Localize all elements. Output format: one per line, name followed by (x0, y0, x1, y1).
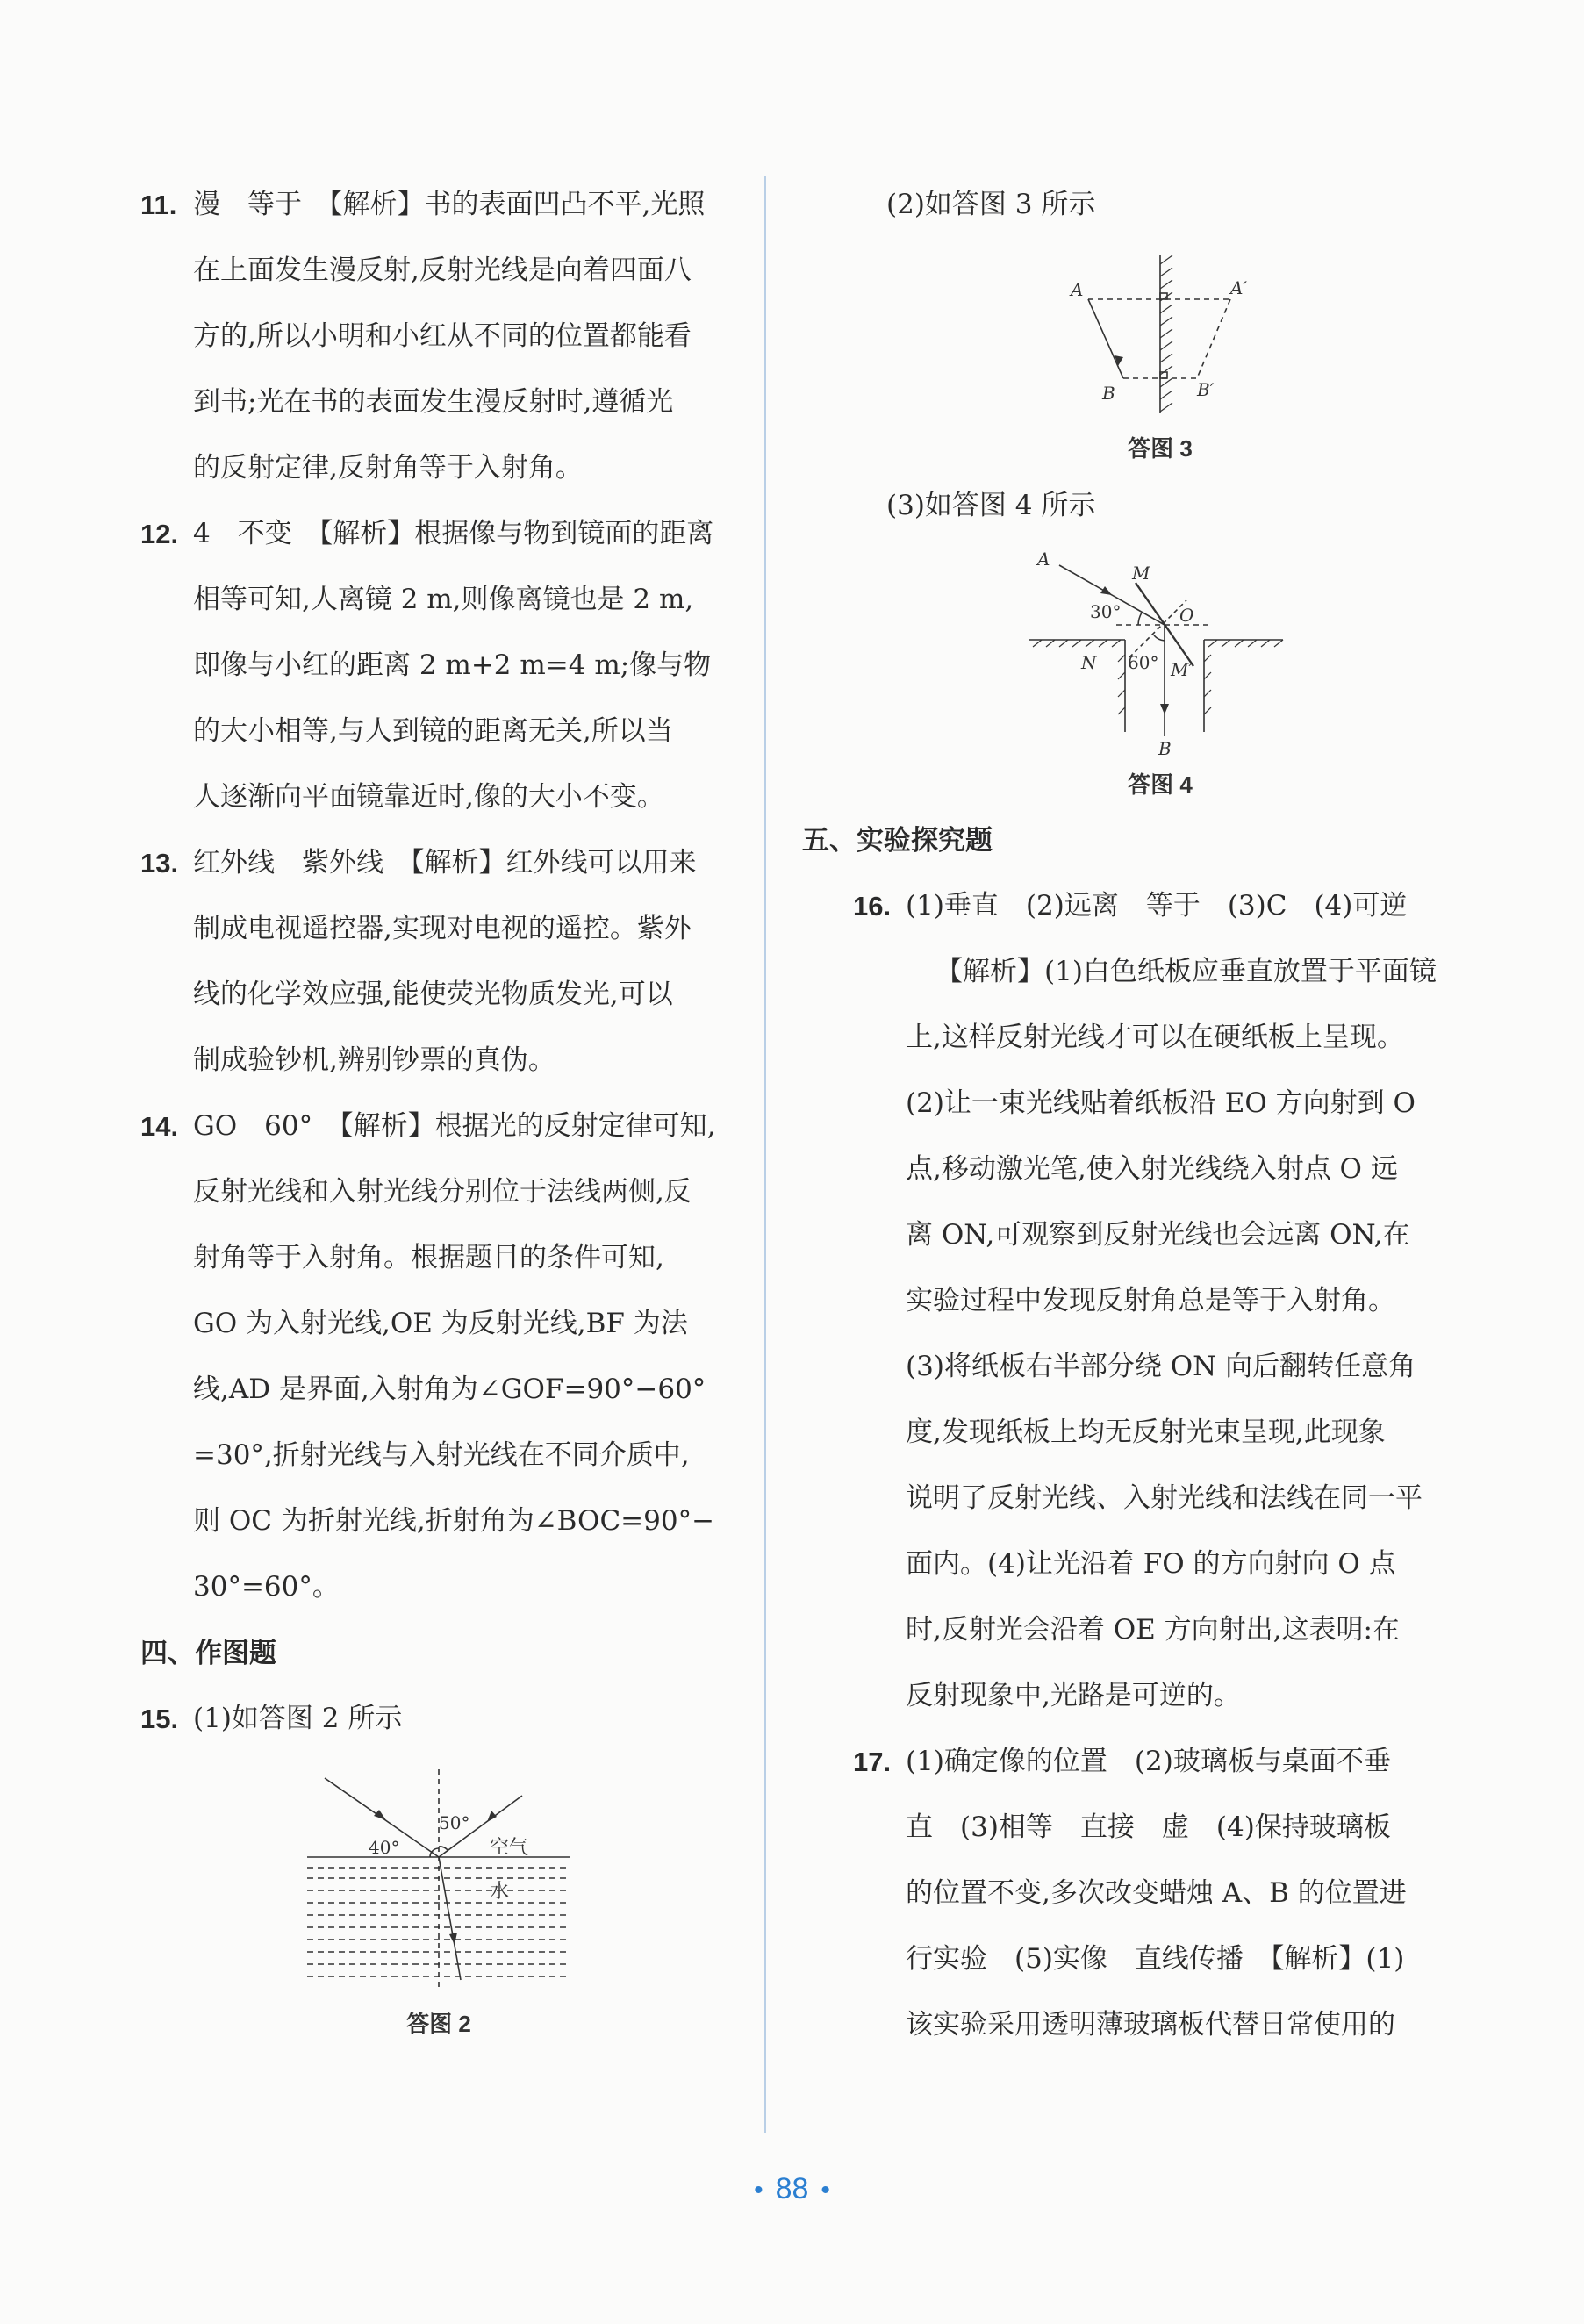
answer-12 (140, 501, 737, 830)
answer-line: 30°=60°。 (193, 1571, 340, 1603)
point-label: O (1179, 605, 1194, 626)
answer-line: 人逐渐向平面镜靠近时,像的大小不变。 (193, 781, 664, 813)
answer-14 (140, 1094, 737, 1620)
answer-line: 则 OC 为折射光线,折射角为∠BOC=90°− (193, 1505, 715, 1537)
answer-13 (140, 830, 737, 1094)
answer-line: 时,反射光会沿着 OE 方向射出,这表明:在 (906, 1614, 1400, 1646)
answer-line: 直 (3)相等 直接 虚 (4)保持玻璃板 (906, 1811, 1391, 1843)
figure-caption: 答图 3 (1128, 435, 1193, 462)
point-label: B′ (1197, 379, 1215, 400)
answer-number: 12. (140, 519, 179, 549)
bullet-icon: • (821, 2176, 830, 2205)
medium-label: 空气 (490, 1837, 529, 1859)
point-label: A (1071, 279, 1084, 300)
medium-label: 水 (490, 1881, 510, 1903)
answer-line: 反射现象中,光路是可逆的。 (906, 1680, 1241, 1711)
section-heading-5: 五、实验探究题 (802, 825, 993, 856)
point-label: N (1081, 652, 1097, 673)
answer-16 (853, 873, 1441, 1729)
answer-number: 11. (140, 190, 177, 220)
answer-line: 4 不变 【解析】根据像与物到镜面的距离 (193, 518, 714, 549)
answer-15-part3: (3)如答图 4 所示 (886, 490, 1096, 521)
answer-line: 到书;光在书的表面发生漫反射时,遵循光 (193, 386, 674, 418)
answer-line: 的反射定律,反射角等于入射角。 (193, 452, 583, 484)
answer-15 (140, 1686, 737, 1752)
point-label: A′ (1230, 277, 1247, 298)
figure-caption: 答图 2 (406, 2011, 471, 2037)
bullet-icon: • (754, 2176, 763, 2205)
answer-line: 射角等于入射角。根据题目的条件可知, (193, 1242, 664, 1273)
answer-line: 在上面发生漫反射,反射光线是向着四面八 (193, 255, 692, 286)
answer-line: 相等可知,人离镜 2 m,则像离镜也是 2 m, (193, 584, 694, 615)
answer-line: 制成电视遥控器,实现对电视的遥控。紫外 (193, 913, 692, 944)
answer-line: 面内。(4)让光沿着 FO 的方向射向 O 点 (906, 1548, 1396, 1580)
answer-line: 的大小相等,与人到镜的距离无关,所以当 (193, 715, 673, 747)
mirror-image-diagram (1064, 255, 1257, 422)
answer-line: =30°,折射光线与入射光线在不同介质中, (193, 1439, 690, 1471)
angle-label: 40° (369, 1837, 400, 1858)
point-label: A (1037, 549, 1050, 570)
answer-line: 线的化学效应强,能使荧光物质发光,可以 (193, 979, 673, 1010)
page-number-value: 88 (775, 2172, 809, 2206)
answer-line: 的位置不变,多次改变蜡烛 A、B 的位置进 (906, 1877, 1407, 1909)
answer-line: GO 为入射光线,OE 为反射光线,BF 为法 (193, 1308, 688, 1339)
answer-line: (3)将纸板右半部分绕 ON 向后翻转任意角 (906, 1351, 1416, 1382)
answer-line: 线,AD 是界面,入射角为∠GOF=90°−60° (193, 1374, 706, 1405)
answer-11 (140, 172, 737, 501)
answer-line: (1)确定像的位置 (2)玻璃板与桌面不垂 (906, 1746, 1391, 1777)
answer-line: 【解析】(1)白色纸板应垂直放置于平面镜 (935, 956, 1437, 987)
figure-3 (879, 255, 1441, 468)
answer-line: (1)垂直 (2)远离 等于 (3)C (4)可逆 (906, 890, 1408, 922)
left-column (140, 172, 737, 2043)
answer-line: (1)如答图 2 所示 (193, 1703, 403, 1734)
point-label: B (1158, 738, 1172, 758)
section-heading-4: 四、作图题 (140, 1638, 276, 1668)
answer-line: GO 60° 【解析】根据光的反射定律可知, (193, 1110, 716, 1142)
point-label: B (1102, 383, 1115, 404)
angle-label: 60° (1128, 652, 1159, 673)
angle-label: 30° (1090, 601, 1122, 622)
right-column (802, 172, 1441, 2058)
answer-line: 离 ON,可观察到反射光线也会远离 ON,在 (906, 1219, 1410, 1251)
point-label: M′ (1171, 659, 1193, 680)
page-number (0, 2172, 1584, 2206)
answer-line: 实验过程中发现反射角总是等于入射角。 (906, 1285, 1395, 1316)
figure-caption: 答图 4 (1128, 771, 1193, 798)
answer-15-part2: (2)如答图 3 所示 (886, 189, 1096, 220)
refraction-diagram (298, 1769, 579, 1998)
answer-line: 点,移动激光笔,使入射光线绕入射点 O 远 (906, 1153, 1398, 1185)
periscope-diagram (1029, 548, 1292, 758)
answer-line: 漫 等于 【解析】书的表面凹凸不平,光照 (193, 189, 706, 220)
answer-number: 17. (853, 1747, 892, 1777)
answer-number: 16. (853, 891, 892, 922)
answer-number: 14. (140, 1111, 179, 1142)
answer-17 (853, 1729, 1441, 2058)
figure-2 (140, 1769, 737, 2043)
answer-line: 度,发现纸板上均无反射光束呈现,此现象 (906, 1417, 1386, 1448)
column-divider (764, 176, 766, 2133)
answer-line: 上,这样反射光线才可以在硬纸板上呈现。 (906, 1022, 1404, 1053)
answer-line: (2)让一束光线贴着纸板沿 EO 方向射到 O (906, 1087, 1416, 1119)
answer-line: 即像与小红的距离 2 m+2 m=4 m;像与物 (193, 649, 712, 681)
point-label: M (1132, 563, 1150, 584)
answer-line: 反射光线和入射光线分别位于法线两侧,反 (193, 1176, 692, 1208)
answer-line: 方的,所以小明和小红从不同的位置都能看 (193, 320, 692, 352)
answer-line: 制成验钞机,辨别钞票的真伪。 (193, 1044, 555, 1076)
figure-4 (879, 548, 1441, 804)
angle-label: 50° (439, 1812, 470, 1833)
answer-line: 说明了反射光线、入射光线和法线在同一平 (906, 1482, 1423, 1514)
answer-number: 15. (140, 1704, 179, 1734)
answer-number: 13. (140, 848, 179, 879)
answer-line: 红外线 紫外线 【解析】红外线可以用来 (193, 847, 697, 879)
answer-line: 行实验 (5)实像 直线传播 【解析】(1) (906, 1943, 1405, 1975)
answer-line: 该实验采用透明薄玻璃板代替日常使用的 (906, 2009, 1395, 2041)
